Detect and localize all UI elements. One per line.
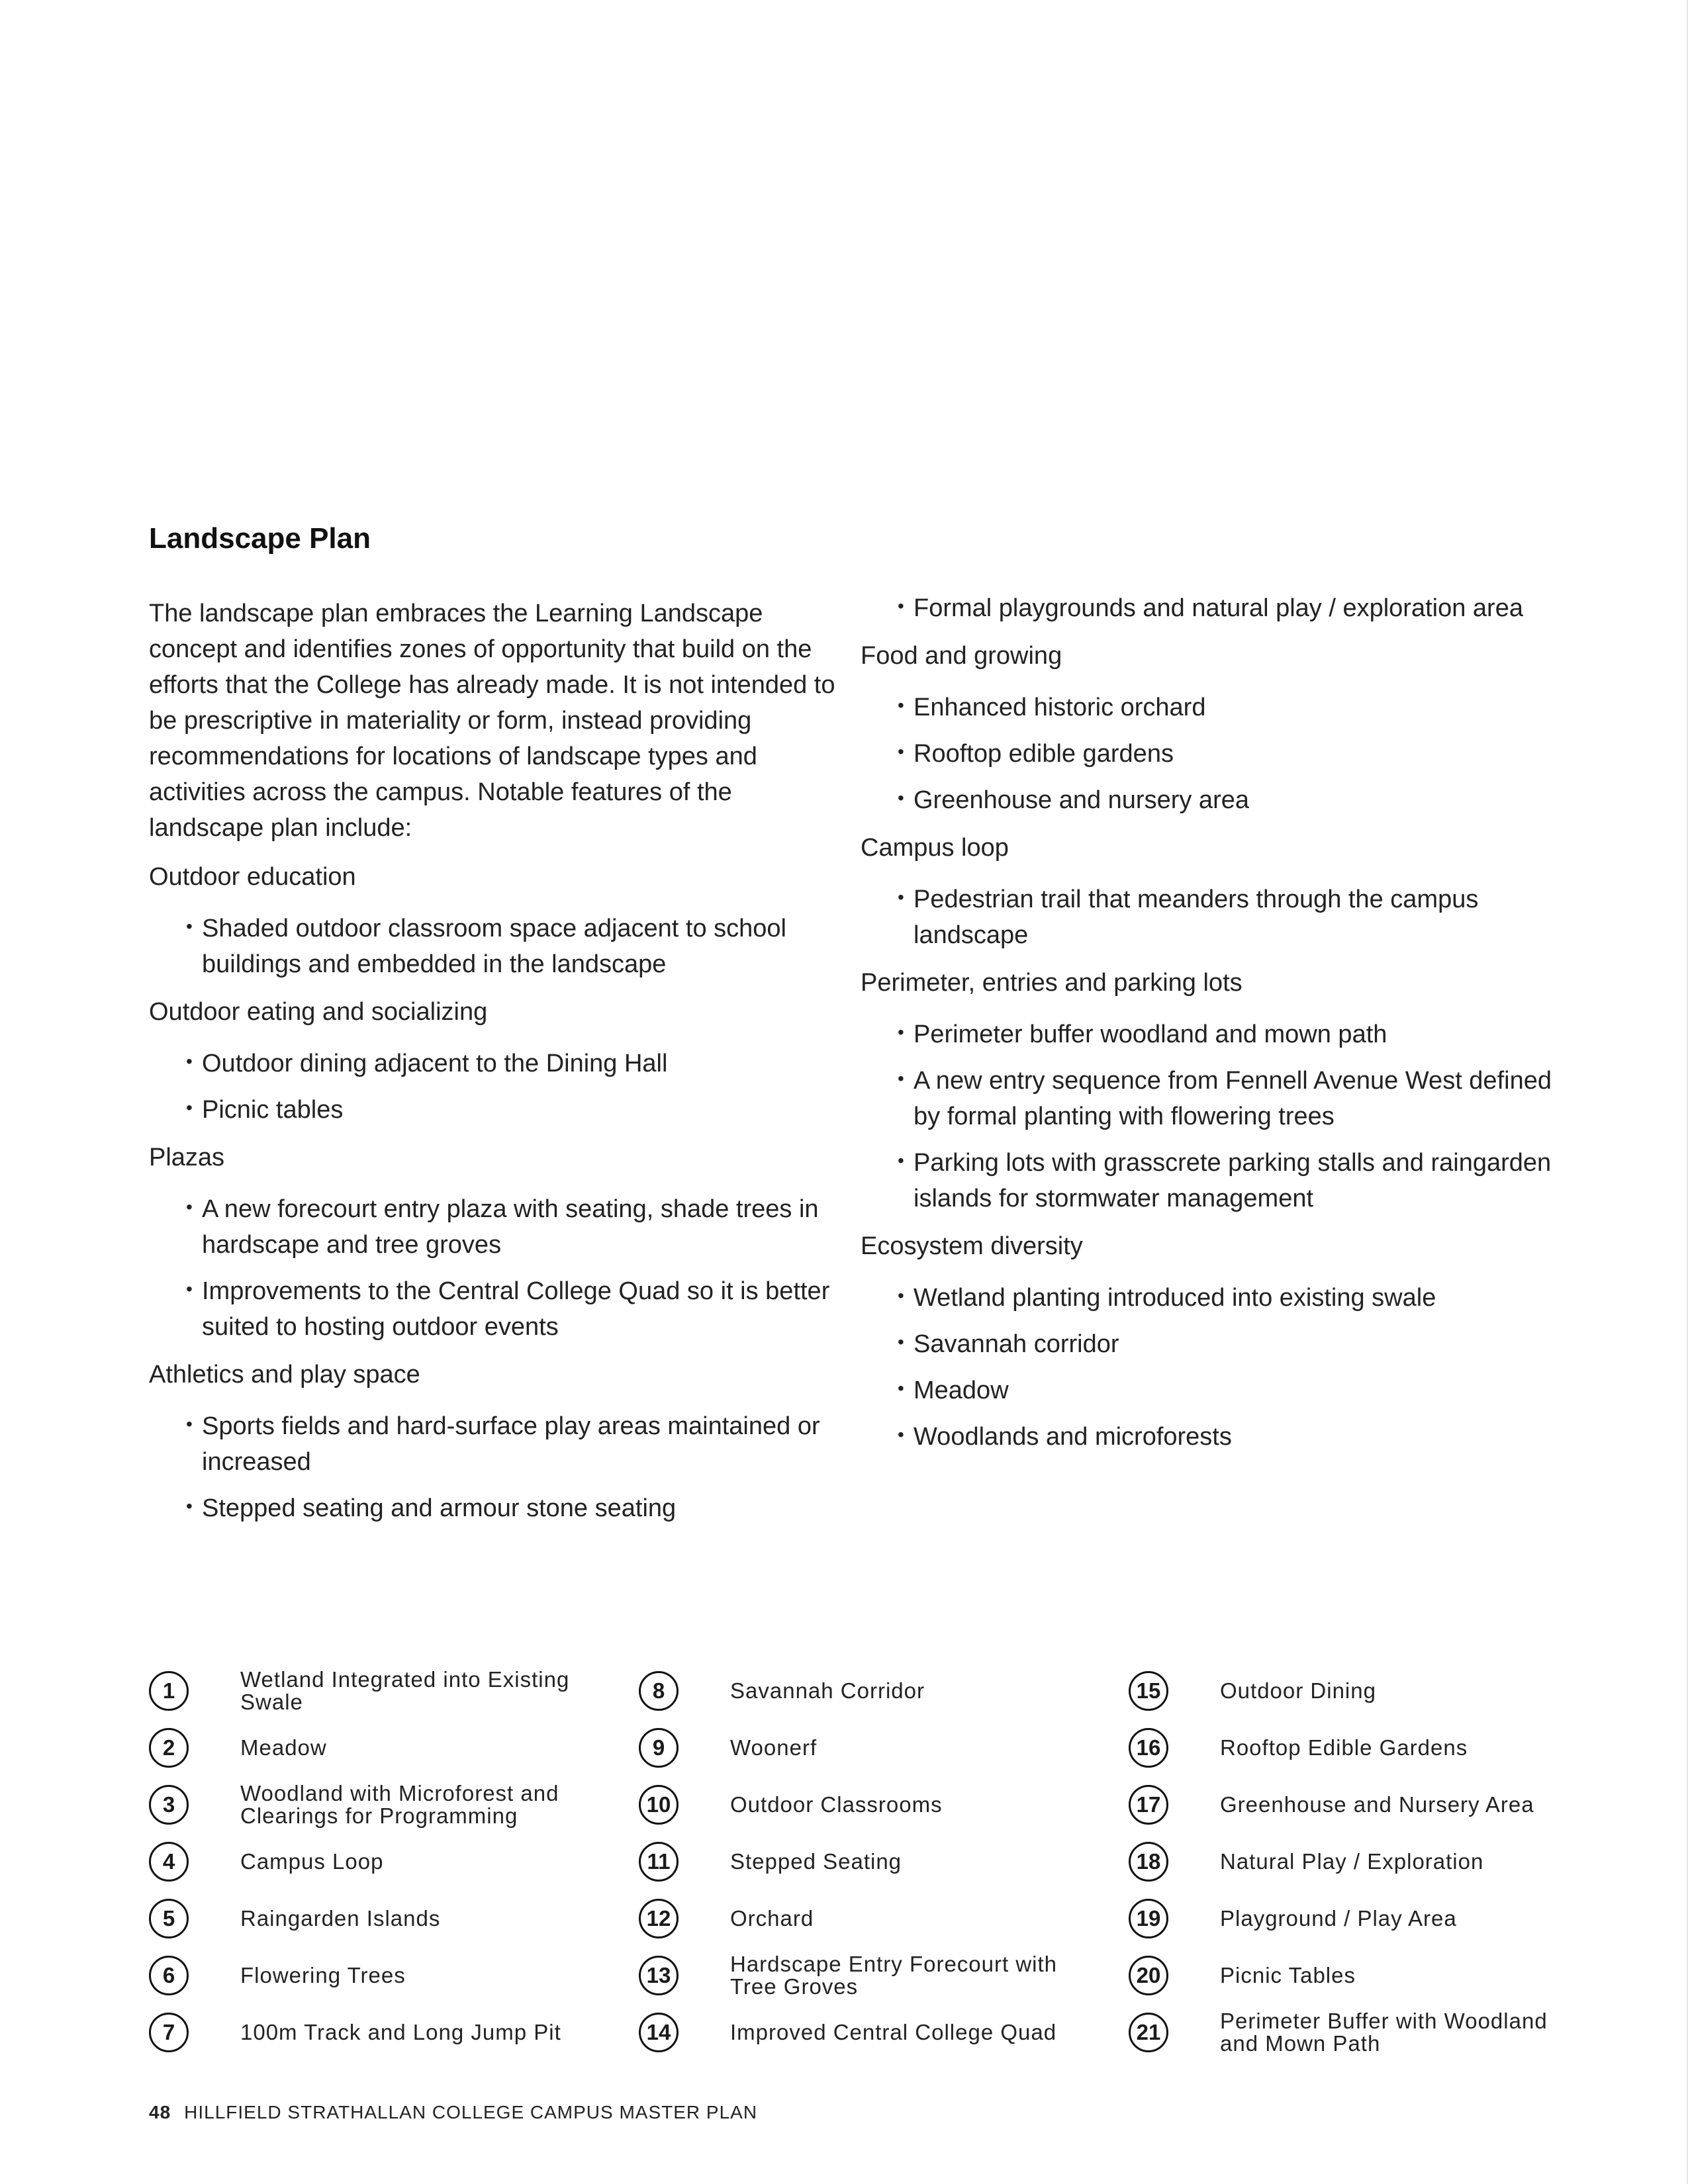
legend-number-badge: 6 — [149, 1956, 189, 1995]
section-title: Outdoor education — [149, 863, 356, 891]
legend-item — [639, 1668, 1102, 1714]
legend-label: Woodland with Microforest and Clearings for Programming — [240, 1781, 559, 1828]
legend-item — [639, 1782, 1102, 1828]
page-number: 48 — [149, 2102, 171, 2122]
bullet-item: • Outdoor dining adjacent to the Dining Hall — [149, 1046, 837, 1081]
bullet-item: • Sports fields and hard-surface play areas maintained or increased — [149, 1408, 837, 1480]
legend-label: Outdoor Dining — [1220, 1678, 1376, 1703]
legend-number-badge: 19 — [1129, 1899, 1168, 1938]
legend-number-badge: 18 — [1129, 1842, 1168, 1882]
legend-label: Natural Play / Exploration — [1220, 1849, 1484, 1874]
legend-item — [149, 1895, 612, 1942]
bullet-item: • Enhanced historic orchard — [861, 690, 1569, 725]
legend-label: Playground / Play Area — [1220, 1906, 1457, 1931]
section-title: Perimeter, entries and parking lots — [861, 969, 1243, 997]
page-footer — [149, 2102, 757, 2123]
legend-number-badge: 12 — [639, 1899, 679, 1938]
legend-label: Meadow — [240, 1735, 327, 1760]
legend-number-badge: 8 — [639, 1671, 679, 1711]
section-title: Food and growing — [861, 642, 1062, 670]
bullet-list — [149, 911, 837, 982]
legend-label: Stepped Seating — [730, 1849, 902, 1874]
bullet-list — [861, 882, 1569, 953]
legend-label: Picnic Tables — [1220, 1963, 1356, 1987]
legend-number-badge: 5 — [149, 1899, 189, 1938]
bullet-list — [149, 1046, 837, 1128]
legend-label: Raingarden Islands — [240, 1906, 441, 1931]
legend-number-badge: 17 — [1129, 1785, 1168, 1825]
page-title: Landscape Plan — [149, 522, 371, 555]
legend-label: Rooftop Edible Gardens — [1220, 1735, 1468, 1760]
legend-item — [1129, 1952, 1592, 1999]
legend-number-badge: 3 — [149, 1785, 189, 1825]
legend-label: Campus Loop — [240, 1849, 384, 1874]
legend-item — [639, 1895, 1102, 1942]
bullet-list — [861, 1280, 1569, 1455]
left-sections — [149, 859, 837, 1526]
section-title: Athletics and play space — [149, 1361, 420, 1388]
legend-number-badge: 4 — [149, 1842, 189, 1882]
bullet-list — [149, 1408, 837, 1526]
bullet-item: • Savannah corridor — [861, 1326, 1569, 1362]
legend-item — [149, 2009, 612, 2056]
legend-label: Perimeter Buffer with Woodland and Mown Path — [1220, 2009, 1548, 2056]
bullet-item: • A new forecourt entry plaza with seating, shade trees in hardscape and tree groves — [149, 1191, 837, 1263]
bullet-item: • A new entry sequence from Fennell Avenue West defined by formal planting with flowering trees — [861, 1063, 1569, 1134]
bullet-item: • Formal playgrounds and natural play / exploration area — [861, 590, 1569, 626]
bullet-item: • Perimeter buffer woodland and mown path — [861, 1017, 1569, 1052]
legend-number-badge: 10 — [639, 1785, 679, 1825]
legend-label: Orchard — [730, 1906, 814, 1931]
legend-number-badge: 11 — [639, 1842, 679, 1882]
document-title: HILLFIELD STRATHALLAN COLLEGE CAMPUS MASTER PLAN — [184, 2102, 758, 2122]
bullet-list — [149, 1191, 837, 1345]
legend-number-badge: 1 — [149, 1671, 189, 1711]
legend-number-badge: 16 — [1129, 1728, 1168, 1768]
bullet-item: • Stepped seating and armour stone seating — [149, 1490, 837, 1526]
legend-item — [639, 1839, 1102, 1885]
legend-number-badge: 13 — [639, 1956, 679, 1995]
legend-number-badge: 14 — [639, 2013, 679, 2052]
legend-item — [1129, 1895, 1592, 1942]
bullet-item: • Greenhouse and nursery area — [861, 782, 1569, 818]
bullet-item: • Improvements to the Central College Quad so it is better suited to hosting outdoor events — [149, 1273, 837, 1345]
right-sections — [861, 638, 1569, 1455]
bullet-item: • Parking lots with grasscrete parking stalls and raingarden islands for stormwater management — [861, 1145, 1569, 1216]
legend-item — [639, 1952, 1102, 1999]
legend-number-badge: 7 — [149, 2013, 189, 2052]
bullet-list — [861, 1017, 1569, 1216]
legend-item — [149, 1725, 612, 1771]
bullet-item: • Shaded outdoor classroom space adjacent to school buildings and embedded in the landscape — [149, 911, 837, 982]
legend-number-badge: 9 — [639, 1728, 679, 1768]
section-title: Plazas — [149, 1144, 225, 1171]
bullet-item: • Meadow — [861, 1373, 1569, 1408]
legend-number-badge: 20 — [1129, 1956, 1168, 1995]
legend-item — [1129, 1782, 1592, 1828]
legend-label: Woonerf — [730, 1735, 818, 1760]
legend-label: Wetland Integrated into Existing Swale — [240, 1667, 570, 1714]
left-column — [149, 596, 837, 1538]
legend-item — [1129, 1725, 1592, 1771]
legend-item — [1129, 2009, 1592, 2056]
legend-item — [1129, 1668, 1592, 1714]
legend-item — [149, 1782, 612, 1828]
section-title: Campus loop — [861, 834, 1009, 862]
section-title: Ecosystem diversity — [861, 1232, 1083, 1260]
bullet-item: • Pedestrian trail that meanders through the campus landscape — [861, 882, 1569, 953]
legend-label: Outdoor Classrooms — [730, 1792, 943, 1817]
legend-item — [1129, 1839, 1592, 1885]
legend-label: Flowering Trees — [240, 1963, 406, 1987]
intro-paragraph: The landscape plan embraces the Learning Landscape concept and identifies zones of opportunity that build on the efforts that the College has already made. It is not intended to be prescriptive in materiality or form, instead providing recommendations for locations of landscape types and activities across the campus. Notable features of the landscape plan include: — [149, 600, 835, 842]
legend-label: Savannah Corridor — [730, 1678, 925, 1703]
legend-item — [639, 2009, 1102, 2056]
legend-item — [149, 1952, 612, 1999]
legend-label: 100m Track and Long Jump Pit — [240, 2020, 561, 2044]
bullet-item: • Picnic tables — [149, 1092, 837, 1128]
bullet-item: • Woodlands and microforests — [861, 1419, 1569, 1455]
legend-item — [149, 1839, 612, 1885]
legend-label: Greenhouse and Nursery Area — [1220, 1792, 1534, 1817]
legend-number-badge: 15 — [1129, 1671, 1168, 1711]
legend-number-badge: 2 — [149, 1728, 189, 1768]
legend-number-badge: 21 — [1129, 2013, 1168, 2052]
continued-bullets — [861, 590, 1569, 626]
legend-label: Improved Central College Quad — [730, 2020, 1057, 2044]
section-title: Outdoor eating and socializing — [149, 998, 488, 1026]
bullet-item: • Wetland planting introduced into existing swale — [861, 1280, 1569, 1316]
right-column — [861, 590, 1569, 1467]
bullet-list — [861, 690, 1569, 818]
legend-item — [149, 1668, 612, 1714]
bullet-item: • Rooftop edible gardens — [861, 736, 1569, 772]
legend-label: Hardscape Entry Forecourt with Tree Groves — [730, 1952, 1058, 1999]
legend-item — [639, 1725, 1102, 1771]
